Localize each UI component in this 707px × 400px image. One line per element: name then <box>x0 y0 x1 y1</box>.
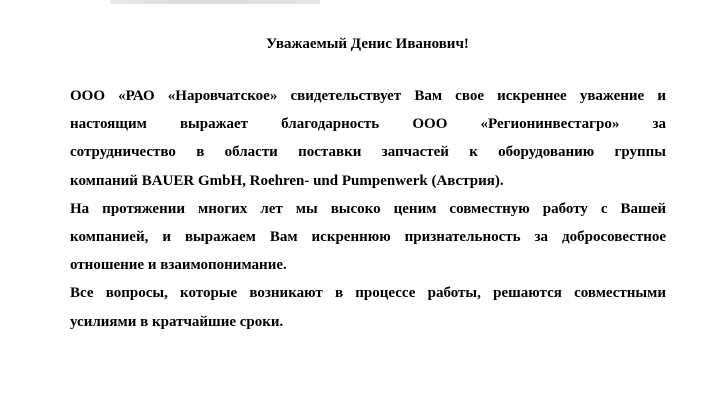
paragraph-1 <box>70 82 666 195</box>
paragraph-1-line-4: компаний BAUER GmbH, Roehren- und Pumpenwerk (Австрия). <box>70 172 504 189</box>
paragraph-2-line-2: компанией, и выражаем Вам искреннюю признательность за добросовестное <box>70 229 666 246</box>
scan-artifact <box>110 0 320 4</box>
paragraph-3-line-2: усилиями в кратчайшие сроки. <box>70 313 284 330</box>
letter-greeting: Уважаемый Денис Иванович! <box>266 36 469 52</box>
paragraph-2 <box>70 195 666 280</box>
letter-body <box>70 82 666 336</box>
paragraph-1-line-2: настоящим выражает благодарность ООО «Регионинвестагро» за <box>70 116 666 133</box>
paragraph-1-line-1: ООО «РАО «Наровчатское» свидетельствует Вам свое искреннее уважение и <box>70 88 666 104</box>
paragraph-3 <box>70 279 666 335</box>
paragraph-3-line-1: Все вопросы, которые возникают в процессе работы, решаются совместными <box>70 285 666 302</box>
paragraph-2-line-3: отношение и взаимопонимание. <box>70 257 287 274</box>
paragraph-2-line-1: На протяжении многих лет мы высоко ценим совместную работу с Вашей <box>70 200 666 217</box>
paragraph-1-line-3: сотрудничество в области поставки запчастей к оборудованию группы <box>70 144 666 161</box>
